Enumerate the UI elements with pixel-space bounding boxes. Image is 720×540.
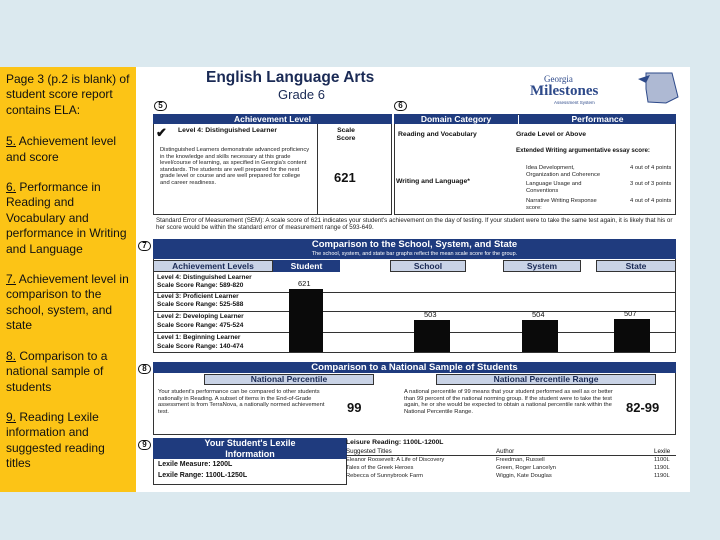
bar-state — [614, 319, 650, 352]
item-text: Comparison to a national sample of students — [6, 348, 108, 394]
national-range-header: National Percentile Range — [436, 374, 656, 385]
item-number: 7. — [6, 272, 17, 287]
leisure-reading: Leisure Reading: 1100L-1200L — [346, 439, 444, 446]
bar-label-system: 504 — [532, 309, 545, 319]
book-author: Freedman, Russell — [496, 457, 545, 463]
level-2-name: Level 2: Developing Learner — [157, 313, 244, 320]
sem-statement: Standard Error of Measurement (SEM): A scale score of 621 indicates your student's achievement on the day of testing. If your student were to take the same test again, it is likely that his or her score would be within the standard error of measurement range of 593-649. — [156, 217, 673, 231]
author-header: Author — [496, 448, 515, 455]
achievement-header: Achievement Level — [153, 114, 392, 124]
level-2-range: Scale Score Range: 475-524 — [157, 322, 244, 329]
national-range-value: 82-99 — [626, 400, 660, 415]
logo-top: Georgia — [544, 74, 573, 84]
item-text: Achievement level and score — [6, 134, 117, 164]
lexile-range: Lexile Range: 1100L-1250L — [158, 472, 248, 479]
reading-vocab-label: Reading and Vocabulary — [398, 131, 477, 138]
system-column-header: System — [503, 260, 581, 272]
bar-school — [414, 320, 450, 352]
national-range-text: A national percentile of 99 means that your student performed as well as or better than 99 percent of the national norming group. If the student were to take the test again, he or she would be expected to obtain a national percentile rank within the National Percentile Range. — [404, 389, 613, 415]
book-author: Wiggin, Kate Douglas — [496, 473, 552, 479]
student-column-header: Student — [273, 260, 340, 272]
sidebar-item-8 — [6, 349, 130, 395]
level-1-range: Scale Score Range: 140-474 — [157, 343, 244, 350]
sidebar-item-7 — [6, 272, 130, 334]
trait-1-score: 4 out of 4 points — [630, 165, 672, 171]
trait-1-name: Idea Development, Organization and Coherence — [526, 165, 601, 178]
national-percentile-text: Your student's performance can be compared to other students nationally in Reading. A subset of items in the End-of-Grade assessment is from TerraNova, a nationally normed achievement test. — [158, 389, 325, 415]
lexile-header-col: Lexile — [654, 448, 671, 455]
comparison-header: Comparison to the School, System, and State — [311, 239, 518, 250]
logo-main: Milestones — [530, 83, 599, 99]
check-icon: ✔ — [156, 125, 167, 140]
national-percentile-header: National Percentile — [204, 374, 374, 385]
bar-system — [522, 320, 558, 352]
scale-score-label: Scale Score — [336, 127, 356, 142]
item-text: Reading Lexile information and suggested reading titles — [6, 409, 105, 471]
book-lexile: 1100L — [654, 457, 670, 463]
sidebar-item-5 — [6, 134, 130, 165]
item-text: Performance in Reading and Vocabulary and performance in Writing and Language — [6, 180, 127, 256]
annotation-sidebar — [0, 67, 136, 492]
book-title: Eleanor Roosevelt: A Life of Discovery — [346, 457, 445, 463]
sidebar-intro: Page 3 (p.2 is blank) of student score report contains ELA: — [6, 72, 130, 117]
level-1-name: Level 1: Beginning Learner — [157, 334, 241, 341]
trait-2-score: 3 out of 3 points — [630, 181, 672, 187]
state-column-header: State — [596, 260, 676, 272]
item-number: 8. — [6, 348, 17, 363]
score-report — [136, 67, 690, 492]
trait-3-name: Narrative Writing Response score: — [526, 198, 597, 211]
scale-score-value: 621 — [334, 170, 356, 185]
section-badge-8: 8 — [138, 364, 151, 374]
item-number: 6. — [6, 180, 17, 195]
georgia-map-icon — [632, 69, 688, 105]
performance-header: Performance — [519, 114, 676, 124]
trait-2-name: Language Usage and Conventions — [526, 181, 582, 194]
book-lexile: 1190L — [654, 473, 670, 479]
bar-label-student: 621 — [298, 279, 311, 289]
essay-score-label: Extended Writing argumentative essay score: — [516, 147, 650, 154]
row-divider — [153, 311, 676, 312]
sidebar-item-6 — [6, 180, 130, 257]
comparison-header-band — [153, 239, 676, 259]
suggested-titles-header: Suggested Titles — [346, 448, 392, 455]
report-title: English Language Arts — [206, 69, 375, 86]
bar-label-school: 503 — [424, 310, 437, 320]
national-percentile-value: 99 — [347, 400, 362, 415]
level-4-name: Level 4: Distinguished Learner — [157, 274, 252, 281]
comparison-subheader: The school, system, and state bar graphs reflect the mean scale score for the group. — [311, 251, 518, 257]
report-grade: Grade 6 — [278, 87, 325, 102]
achievement-description: Distinguished Learners demonstrate advanced proficiency in the knowledge and skills necessary at this grade level/course of learning, as specified in Georgia's content standards. The students are well prepared for the next grade level or course and are well prepared for college and career readiness. — [160, 147, 310, 186]
achievement-level-label: Level 4: Distinguished Learner — [178, 127, 277, 134]
national-header: Comparison to a National Sample of Students — [153, 362, 676, 373]
writing-language-label: Writing and Language* — [396, 178, 470, 185]
level-4-range: Scale Score Range: 589-820 — [157, 282, 244, 289]
level-3-name: Level 3: Proficient Learner — [157, 293, 239, 300]
level-3-range: Scale Score Range: 525-588 — [157, 301, 244, 308]
lexile-measure: Lexile Measure: 1200L — [158, 461, 233, 468]
book-table-divider — [346, 455, 676, 456]
bar-student — [289, 289, 323, 352]
achievement-levels-header: Achievement Levels — [153, 260, 273, 272]
book-title: Rebecca of Sunnybrook Farm — [346, 473, 424, 479]
lexile-header: Your Student's Lexile Information — [153, 438, 347, 459]
section-badge-6: 6 — [394, 101, 407, 111]
bar-label-state: 507 — [624, 308, 637, 318]
sidebar-item-9 — [6, 410, 130, 472]
domain-category-header: Domain Category — [394, 114, 518, 124]
section-badge-5: 5 — [154, 101, 167, 111]
school-column-header: School — [390, 260, 466, 272]
book-lexile: 1190L — [654, 465, 670, 471]
logo-sub: Assessment System — [554, 100, 595, 105]
section-badge-9: 9 — [138, 440, 151, 450]
book-title: Tales of the Greek Heroes — [346, 465, 414, 471]
item-text: Achievement level in comparison to the school, system, and state — [6, 272, 129, 333]
section-badge-7: 7 — [138, 241, 151, 251]
item-number: 9. — [6, 409, 17, 424]
item-number: 5. — [6, 134, 17, 149]
book-author: Green, Roger Lancelyn — [496, 465, 556, 471]
achievement-divider — [317, 124, 318, 215]
reading-vocab-performance: Grade Level or Above — [516, 131, 587, 138]
trait-3-score: 4 out of 4 points — [630, 198, 672, 204]
